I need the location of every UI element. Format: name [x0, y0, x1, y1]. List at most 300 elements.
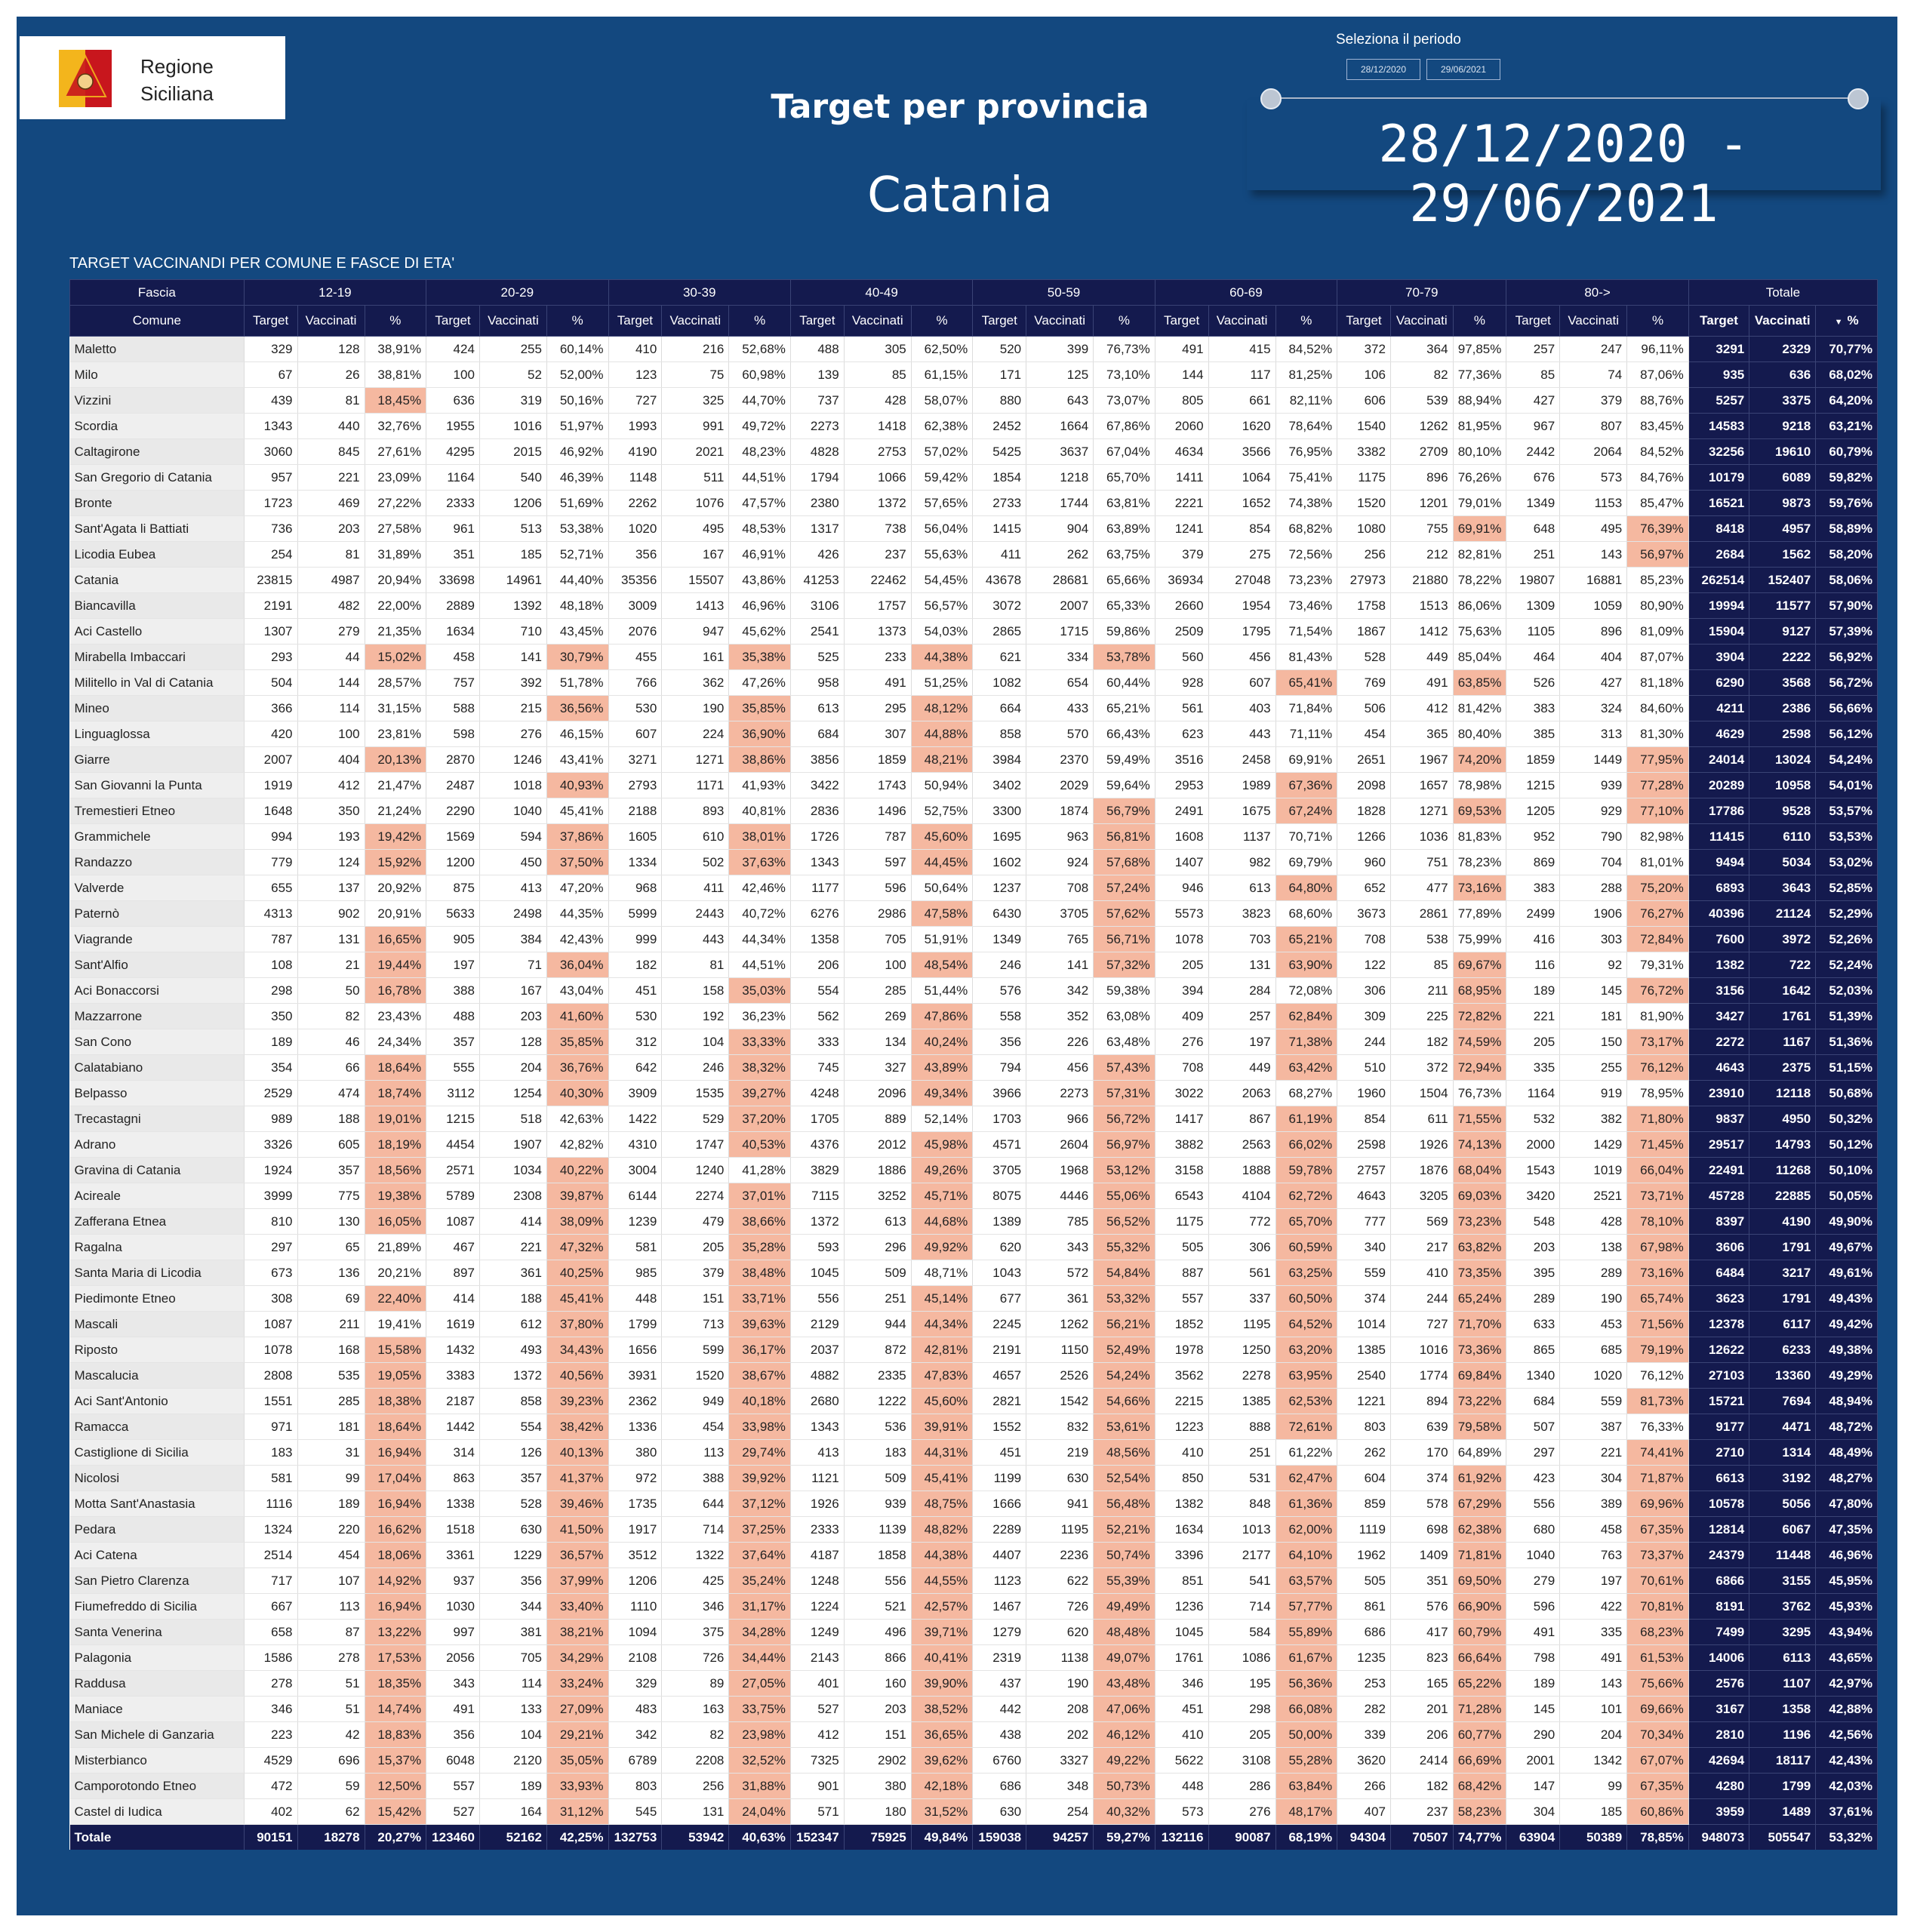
header-target[interactable]: [1337, 306, 1391, 337]
value-cell: 491: [1506, 1620, 1560, 1645]
header-target[interactable]: [790, 306, 844, 337]
header-vaccinati[interactable]: [479, 306, 546, 337]
table-row[interactable]: [70, 1312, 1878, 1337]
value-cell: 44,51%: [729, 952, 791, 978]
value-cell: 36,57%: [546, 1543, 608, 1568]
table-row[interactable]: [70, 824, 1878, 850]
value-cell: 70,81%: [1627, 1594, 1689, 1620]
value-cell: 2870: [426, 747, 480, 773]
value-cell: 2333: [790, 1517, 844, 1543]
value-cell: 941: [1026, 1491, 1094, 1517]
start-date-input[interactable]: 28/12/2020: [1346, 59, 1420, 80]
value-cell: 994: [244, 824, 297, 850]
value-cell: 3422: [790, 773, 844, 798]
value-cell: 34,43%: [546, 1337, 608, 1363]
table-row[interactable]: [70, 1568, 1878, 1594]
value-cell: 3999: [244, 1183, 297, 1209]
value-cell: 412: [1390, 696, 1453, 721]
value-cell: 57,43%: [1094, 1055, 1155, 1081]
value-cell: 57,68%: [1094, 850, 1155, 875]
value-cell: 717: [244, 1568, 297, 1594]
value-cell: 85: [1390, 952, 1453, 978]
header-target[interactable]: [608, 306, 662, 337]
value-cell: 81,83%: [1453, 824, 1506, 850]
value-cell: 65,70%: [1275, 1209, 1337, 1235]
totals-cell: 40,63%: [729, 1825, 791, 1850]
value-cell: 130: [297, 1209, 365, 1235]
table-row[interactable]: [70, 1466, 1878, 1491]
value-cell: 51: [297, 1697, 365, 1722]
value-cell: 3009: [608, 593, 662, 619]
value-cell: 86,06%: [1453, 593, 1506, 619]
value-cell: 1867: [1337, 619, 1391, 645]
table-row[interactable]: [70, 465, 1878, 491]
value-cell: 6760: [973, 1748, 1026, 1774]
value-cell: 197: [1208, 1029, 1275, 1055]
value-cell: 383: [1506, 875, 1560, 901]
total-cell: 1489: [1749, 1799, 1816, 1825]
value-cell: 170: [1390, 1440, 1453, 1466]
value-cell: 54,03%: [911, 619, 973, 645]
comune-name: Sant'Agata li Battiati: [70, 516, 245, 542]
header-pct[interactable]: [1627, 306, 1689, 337]
value-cell: 18,56%: [365, 1158, 426, 1183]
value-cell: 8075: [973, 1183, 1026, 1209]
region-logo: [20, 36, 285, 119]
comune-name: Aci Sant'Antonio: [70, 1389, 245, 1414]
comune-name: San Michele di Ganzaria: [70, 1722, 245, 1748]
value-cell: 36,90%: [729, 721, 791, 747]
value-cell: 1418: [844, 414, 911, 439]
value-cell: 76,73%: [1094, 337, 1155, 362]
value-cell: 16,94%: [365, 1594, 426, 1620]
table-row[interactable]: [70, 1722, 1878, 1748]
table-row[interactable]: [70, 388, 1878, 414]
table-row[interactable]: [70, 337, 1878, 362]
value-cell: 18,19%: [365, 1132, 426, 1158]
value-cell: 114: [297, 696, 365, 721]
value-cell: 578: [1390, 1491, 1453, 1517]
value-cell: 823: [1390, 1645, 1453, 1671]
header-vaccinati[interactable]: [844, 306, 911, 337]
value-cell: 57,62%: [1094, 901, 1155, 927]
table-row[interactable]: [70, 850, 1878, 875]
value-cell: 507: [1506, 1414, 1560, 1440]
comune-name: Sant'Alfio: [70, 952, 245, 978]
value-cell: 581: [608, 1235, 662, 1260]
table-row[interactable]: [70, 901, 1878, 927]
table-row[interactable]: [70, 927, 1878, 952]
value-cell: 32,52%: [729, 1748, 791, 1774]
table-row[interactable]: [70, 439, 1878, 465]
value-cell: 2215: [1155, 1389, 1208, 1414]
total-cell: 47,35%: [1816, 1517, 1878, 1543]
value-cell: 54,66%: [1094, 1389, 1155, 1414]
value-cell: 62,53%: [1275, 1389, 1337, 1414]
value-cell: 4310: [608, 1132, 662, 1158]
table-row[interactable]: [70, 362, 1878, 388]
table-row[interactable]: [70, 1645, 1878, 1671]
value-cell: 787: [844, 824, 911, 850]
header-pct[interactable]: [1094, 306, 1155, 337]
table-row[interactable]: [70, 619, 1878, 645]
header-pct[interactable]: [365, 306, 426, 337]
value-cell: 36,17%: [729, 1337, 791, 1363]
value-cell: 59,42%: [911, 465, 973, 491]
value-cell: 46,96%: [729, 593, 791, 619]
value-cell: 66: [297, 1055, 365, 1081]
value-cell: 454: [1337, 721, 1391, 747]
value-cell: 69,84%: [1453, 1363, 1506, 1389]
value-cell: 108: [244, 952, 297, 978]
value-cell: 763: [1560, 1543, 1627, 1568]
value-cell: 251: [844, 1286, 911, 1312]
value-cell: 1020: [1560, 1363, 1627, 1389]
value-cell: 18,45%: [365, 388, 426, 414]
total-cell: 935: [1688, 362, 1749, 388]
value-cell: 2604: [1026, 1132, 1094, 1158]
value-cell: 902: [297, 901, 365, 927]
table-row[interactable]: [70, 1235, 1878, 1260]
header-pct[interactable]: [729, 306, 791, 337]
total-cell: 1358: [1749, 1697, 1816, 1722]
value-cell: 40,32%: [1094, 1799, 1155, 1825]
header-target[interactable]: [244, 306, 297, 337]
value-cell: 72,84%: [1627, 927, 1689, 952]
value-cell: 1241: [1155, 516, 1208, 542]
value-cell: 1552: [973, 1414, 1026, 1440]
table-row[interactable]: [70, 1337, 1878, 1363]
value-cell: 75,99%: [1453, 927, 1506, 952]
table-row[interactable]: [70, 516, 1878, 542]
value-cell: 16,65%: [365, 927, 426, 952]
value-cell: 71,87%: [1627, 1466, 1689, 1491]
table-row[interactable]: [70, 1183, 1878, 1209]
table-row[interactable]: [70, 670, 1878, 696]
value-cell: 1919: [244, 773, 297, 798]
totals-cell: 75925: [844, 1825, 911, 1850]
value-cell: 61,36%: [1275, 1491, 1337, 1517]
value-cell: 477: [1390, 875, 1453, 901]
table-row[interactable]: [70, 1543, 1878, 1568]
period-slider-start-handle[interactable]: [1260, 88, 1282, 109]
value-cell: 1373: [844, 619, 911, 645]
value-cell: 684: [1506, 1389, 1560, 1414]
value-cell: 60,44%: [1094, 670, 1155, 696]
header-row-columns: [70, 306, 1878, 337]
total-cell: 52,03%: [1816, 978, 1878, 1004]
value-cell: 59,78%: [1275, 1158, 1337, 1183]
table-row[interactable]: [70, 1363, 1878, 1389]
table-row[interactable]: [70, 1260, 1878, 1286]
table-row[interactable]: [70, 875, 1878, 901]
value-cell: 1412: [1390, 619, 1453, 645]
value-cell: 37,20%: [729, 1106, 791, 1132]
value-cell: 3420: [1506, 1183, 1560, 1209]
value-cell: 491: [426, 1697, 480, 1722]
value-cell: 737: [790, 388, 844, 414]
table-row[interactable]: [70, 414, 1878, 439]
value-cell: 382: [1560, 1106, 1627, 1132]
table-row[interactable]: [70, 1620, 1878, 1645]
value-cell: 346: [244, 1697, 297, 1722]
table-row[interactable]: [70, 1671, 1878, 1697]
table-row[interactable]: [70, 1414, 1878, 1440]
value-cell: 1322: [662, 1543, 729, 1568]
table-row[interactable]: [70, 773, 1878, 798]
table-row[interactable]: [70, 1029, 1878, 1055]
comune-name: Palagonia: [70, 1645, 245, 1671]
value-cell: 356: [426, 1722, 480, 1748]
value-cell: 21,24%: [365, 798, 426, 824]
table-row[interactable]: [70, 1055, 1878, 1081]
value-cell: 738: [844, 516, 911, 542]
totals-cell: 53942: [662, 1825, 729, 1850]
header-target-label: Target: [252, 313, 289, 328]
total-cell: 3904: [1688, 645, 1749, 670]
table-row[interactable]: [70, 1697, 1878, 1722]
value-cell: 189: [297, 1491, 365, 1517]
value-cell: 78,22%: [1453, 568, 1506, 593]
value-cell: 211: [297, 1312, 365, 1337]
table-row[interactable]: [70, 645, 1878, 670]
value-cell: 33,40%: [546, 1594, 608, 1620]
header-vaccinati[interactable]: [1390, 306, 1453, 337]
value-cell: 535: [297, 1363, 365, 1389]
value-cell: 36,76%: [546, 1055, 608, 1081]
table-row[interactable]: [70, 1517, 1878, 1543]
value-cell: 3112: [426, 1081, 480, 1106]
value-cell: 557: [1155, 1286, 1208, 1312]
value-cell: 71,28%: [1453, 1697, 1506, 1722]
total-cell: 57,90%: [1816, 593, 1878, 619]
value-cell: 205: [1155, 952, 1208, 978]
comune-name: Valverde: [70, 875, 245, 901]
header-target[interactable]: [973, 306, 1026, 337]
header-pct[interactable]: [1816, 306, 1878, 337]
value-cell: 356: [608, 542, 662, 568]
totals-cell: 63904: [1506, 1825, 1560, 1850]
total-cell: 42,56%: [1816, 1722, 1878, 1748]
header-vaccinati[interactable]: [662, 306, 729, 337]
value-cell: 1372: [844, 491, 911, 516]
value-cell: 40,18%: [729, 1389, 791, 1414]
sort-desc-icon[interactable]: ▼: [1834, 318, 1843, 327]
table-row[interactable]: [70, 721, 1878, 747]
value-cell: 47,86%: [911, 1004, 973, 1029]
header-pct-label: %: [1300, 313, 1312, 328]
totals-cell: 90151: [244, 1825, 297, 1850]
header-vaccinati[interactable]: [1026, 306, 1094, 337]
table-row[interactable]: [70, 978, 1878, 1004]
value-cell: 1608: [1155, 824, 1208, 850]
value-cell: 183: [244, 1440, 297, 1466]
value-cell: 215: [479, 696, 546, 721]
table-row[interactable]: [70, 696, 1878, 721]
header-comune[interactable]: Comune: [70, 306, 245, 337]
value-cell: 32,76%: [365, 414, 426, 439]
table-row[interactable]: [70, 747, 1878, 773]
value-cell: 365: [1390, 721, 1453, 747]
value-cell: 1535: [662, 1081, 729, 1106]
value-cell: 963: [1026, 824, 1094, 850]
total-cell: 49,67%: [1816, 1235, 1878, 1260]
value-cell: 43,86%: [729, 568, 791, 593]
value-cell: 63,89%: [1094, 516, 1155, 542]
value-cell: 82: [662, 1722, 729, 1748]
value-cell: 193: [297, 824, 365, 850]
value-cell: 74,38%: [1275, 491, 1337, 516]
header-pct-label: %: [389, 313, 402, 328]
value-cell: 269: [844, 1004, 911, 1029]
value-cell: 1249: [790, 1620, 844, 1645]
value-cell: 3205: [1390, 1183, 1453, 1209]
value-cell: 219: [1026, 1440, 1094, 1466]
header-pct[interactable]: [546, 306, 608, 337]
header-pct[interactable]: [1275, 306, 1337, 337]
value-cell: 68,27%: [1275, 1081, 1337, 1106]
table-row[interactable]: [70, 1081, 1878, 1106]
table-row[interactable]: [70, 1594, 1878, 1620]
value-cell: 70,34%: [1627, 1722, 1689, 1748]
end-date-input[interactable]: 29/06/2021: [1426, 59, 1500, 80]
value-cell: 35356: [608, 568, 662, 593]
value-cell: 939: [1560, 773, 1627, 798]
period-slider-end-handle[interactable]: [1848, 88, 1869, 109]
value-cell: 685: [1560, 1337, 1627, 1363]
table-row[interactable]: [70, 798, 1878, 824]
comune-name: Zafferana Etnea: [70, 1209, 245, 1235]
total-cell: 15721: [1688, 1389, 1749, 1414]
value-cell: 3637: [1026, 439, 1094, 465]
header-target[interactable]: [1155, 306, 1208, 337]
value-cell: 57,02%: [911, 439, 973, 465]
value-cell: 48,18%: [546, 593, 608, 619]
value-cell: 39,62%: [911, 1748, 973, 1774]
header-target[interactable]: [426, 306, 480, 337]
table-row[interactable]: [70, 1440, 1878, 1466]
value-cell: 304: [1506, 1799, 1560, 1825]
value-cell: 68,23%: [1627, 1620, 1689, 1645]
table-row[interactable]: [70, 1106, 1878, 1132]
value-cell: 356: [973, 1029, 1026, 1055]
header-pct[interactable]: [1453, 306, 1506, 337]
value-cell: 394: [1155, 978, 1208, 1004]
value-cell: 37,25%: [729, 1517, 791, 1543]
table-row[interactable]: [70, 1774, 1878, 1799]
value-cell: 62,84%: [1275, 1004, 1337, 1029]
value-cell: 19,44%: [365, 952, 426, 978]
value-cell: 1105: [1506, 619, 1560, 645]
total-cell: 3375: [1749, 388, 1816, 414]
value-cell: 346: [662, 1594, 729, 1620]
total-cell: 3606: [1688, 1235, 1749, 1260]
value-cell: 597: [844, 850, 911, 875]
value-cell: 40,93%: [546, 773, 608, 798]
header-vaccinati[interactable]: [297, 306, 365, 337]
value-cell: 605: [297, 1132, 365, 1158]
value-cell: 70,61%: [1627, 1568, 1689, 1594]
total-cell: 50,05%: [1816, 1183, 1878, 1209]
value-cell: 67,29%: [1453, 1491, 1506, 1517]
value-cell: 875: [426, 875, 480, 901]
value-cell: 82,98%: [1627, 824, 1689, 850]
value-cell: 714: [662, 1517, 729, 1543]
table-row[interactable]: [70, 1286, 1878, 1312]
table-row[interactable]: [70, 952, 1878, 978]
value-cell: 604: [1337, 1466, 1391, 1491]
table-row[interactable]: [70, 1004, 1878, 1029]
value-cell: 288: [1560, 875, 1627, 901]
header-vaccinati[interactable]: [1208, 306, 1275, 337]
table-row[interactable]: [70, 1491, 1878, 1517]
value-cell: 2598: [1337, 1132, 1391, 1158]
header-target[interactable]: [1506, 306, 1560, 337]
value-cell: 117: [1208, 362, 1275, 388]
table-row[interactable]: [70, 1158, 1878, 1183]
value-cell: 482: [297, 593, 365, 619]
header-vaccinati[interactable]: [1749, 306, 1816, 337]
value-cell: 44: [297, 645, 365, 670]
value-cell: 150: [1560, 1029, 1627, 1055]
total-cell: 43,94%: [1816, 1620, 1878, 1645]
value-cell: 76,12%: [1627, 1055, 1689, 1081]
value-cell: 75,20%: [1627, 875, 1689, 901]
table-row[interactable]: [70, 1748, 1878, 1774]
value-cell: 2651: [1337, 747, 1391, 773]
table-row[interactable]: [70, 1209, 1878, 1235]
table-row[interactable]: [70, 1799, 1878, 1825]
header-target[interactable]: [1688, 306, 1749, 337]
value-cell: 474: [297, 1081, 365, 1106]
total-cell: 6866: [1688, 1568, 1749, 1594]
table-row[interactable]: [70, 491, 1878, 516]
value-cell: 540: [479, 465, 546, 491]
value-cell: 1019: [1560, 1158, 1627, 1183]
value-cell: 1442: [426, 1414, 480, 1440]
header-pct[interactable]: [911, 306, 973, 337]
value-cell: 2380: [790, 491, 844, 516]
table-row[interactable]: [70, 542, 1878, 568]
table-row[interactable]: [70, 1132, 1878, 1158]
value-cell: 68,42%: [1453, 1774, 1506, 1799]
table-row[interactable]: [70, 593, 1878, 619]
table-row[interactable]: [70, 568, 1878, 593]
value-cell: 599: [662, 1337, 729, 1363]
value-cell: 64,89%: [1453, 1440, 1506, 1466]
value-cell: 64,80%: [1275, 875, 1337, 901]
value-cell: 726: [662, 1645, 729, 1671]
value-cell: 2001: [1506, 1748, 1560, 1774]
value-cell: 779: [244, 850, 297, 875]
value-cell: 5789: [426, 1183, 480, 1209]
value-cell: 350: [244, 1004, 297, 1029]
value-cell: 1744: [1026, 491, 1094, 516]
value-cell: 412: [297, 773, 365, 798]
period-slider-track[interactable]: [1269, 97, 1858, 99]
value-cell: 2000: [1506, 1132, 1560, 1158]
value-cell: 99: [1560, 1774, 1627, 1799]
value-cell: 1715: [1026, 619, 1094, 645]
table-row[interactable]: [70, 1389, 1878, 1414]
value-cell: 66,02%: [1275, 1132, 1337, 1158]
value-cell: 63,81%: [1094, 491, 1155, 516]
total-cell: 12378: [1688, 1312, 1749, 1337]
value-cell: 1429: [1560, 1132, 1627, 1158]
value-cell: 1164: [1506, 1081, 1560, 1106]
header-vaccinati[interactable]: [1560, 306, 1627, 337]
total-cell: 59,82%: [1816, 465, 1878, 491]
